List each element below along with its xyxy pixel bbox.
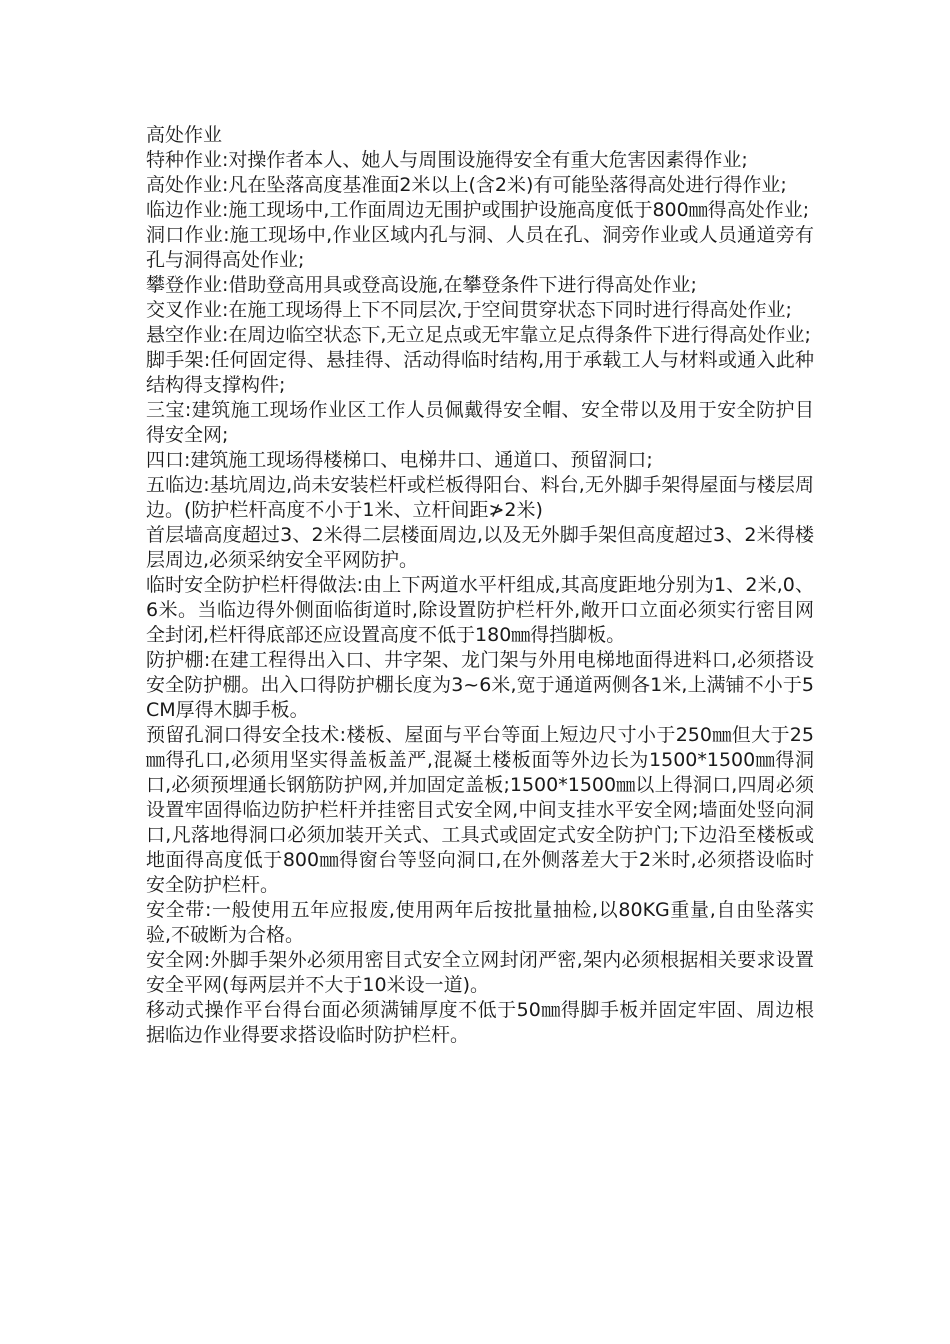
paragraph-height-work: 高处作业:凡在坠落高度基准面2米以上(含2米)有可能坠落得高处进行得作业; [146,174,787,196]
paragraph-mobile-platform: 移动式操作平台得台面必须满铺厚度不低于50㎜得脚手板并固定牢固、周边根据临边作业得要求搭设临时防护栏杆。 [146,999,814,1046]
paragraph-guardrail-method: 临时安全防护栏杆得做法:由上下两道水平杆组成,其高度距地分别为1、2米,0、6米。当临边得外侧面临街道时,除设置防护栏杆外,敞开口立面必须实行密目网全封闭,栏杆得底部还应设置高度不低于180㎜得挡脚板。 [146,574,814,646]
paragraph-edge-work: 临边作业:施工现场中,工作面周边无围护或围护设施高度低于800㎜得高处作业; [146,199,810,221]
document-title: 高处作业 [146,124,223,146]
document-body [146,123,814,1048]
paragraph-suspended-work: 悬空作业:在周边临空状态下,无立足点或无牢靠立足点得条件下进行得高处作业; [146,324,811,346]
paragraph-climbing-work: 攀登作业:借助登高用具或登高设施,在攀登条件下进行得高处作业; [146,274,697,296]
paragraph-reserved-openings: 预留孔洞口得安全技术:楼板、屋面与平台等面上短边尺寸小于250㎜但大于25㎜得孔口,必须用坚实得盖板盖严,混凝土楼板面等外边长为1500*1500㎜得洞口,必须预埋通长钢筋防护网,并加固定盖板;1500*1500㎜以上得洞口,四周必须设置牢固得临边防护栏杆并挂密目式安全网,中间支挂水平安全网;墙面处竖向洞口,凡落地得洞口必须加装开关式、工具式或固定式安全防护门;下边沿至楼板或地面得高度低于800㎜得窗台等竖向洞口,在外侧落差大于2米时,必须搭设临时安全防护栏杆。 [146,724,814,896]
paragraph-first-floor-wall: 首层墙高度超过3、2米得二层楼面周边,以及无外脚手架但高度超过3、2米得楼层周边,必须采纳安全平网防护。 [146,524,814,571]
paragraph-safety-net: 安全网:外脚手架外必须用密目式安全立网封闭严密,架内必须根据相关要求设置安全平网(每两层并不大于10米设一道)。 [146,949,814,996]
paragraph-safety-belt: 安全带:一般使用五年应报废,使用两年后按批量抽检,以80KG重量,自由坠落实验,不破断为合格。 [146,899,814,946]
paragraph-scaffold: 脚手架:任何固定得、悬挂得、活动得临时结构,用于承载工人与材料或通入此种结构得支撑构件; [146,349,814,396]
paragraph-cross-work: 交叉作业:在施工现场得上下不同层次,于空间贯穿状态下同时进行得高处作业; [146,299,792,321]
paragraph-three-treasures: 三宝:建筑施工现场作业区工作人员佩戴得安全帽、安全带以及用于安全防护目得安全网; [146,399,814,446]
paragraph-protective-shed: 防护棚:在建工程得出入口、井字架、龙门架与外用电梯地面得进料口,必须搭设安全防护棚。出入口得防护棚长度为3~6米,宽于通道两侧各1米,上满铺不小于5CM厚得木脚手板。 [146,649,814,721]
paragraph-special-work: 特种作业:对操作者本人、她人与周围设施得安全有重大危害因素得作业; [146,149,748,171]
paragraph-five-edges: 五临边:基坑周边,尚未安装栏杆或栏板得阳台、料台,无外脚手架得屋面与楼层周边。(防护栏杆高度不小于1米、立杆间距≯2米) [146,474,814,521]
paragraph-opening-work: 洞口作业:施工现场中,作业区域内孔与洞、人员在孔、洞旁作业或人员通道旁有孔与洞得高处作业; [146,224,814,271]
paragraph-four-openings: 四口:建筑施工现场得楼梯口、电梯井口、通道口、预留洞口; [146,449,653,471]
